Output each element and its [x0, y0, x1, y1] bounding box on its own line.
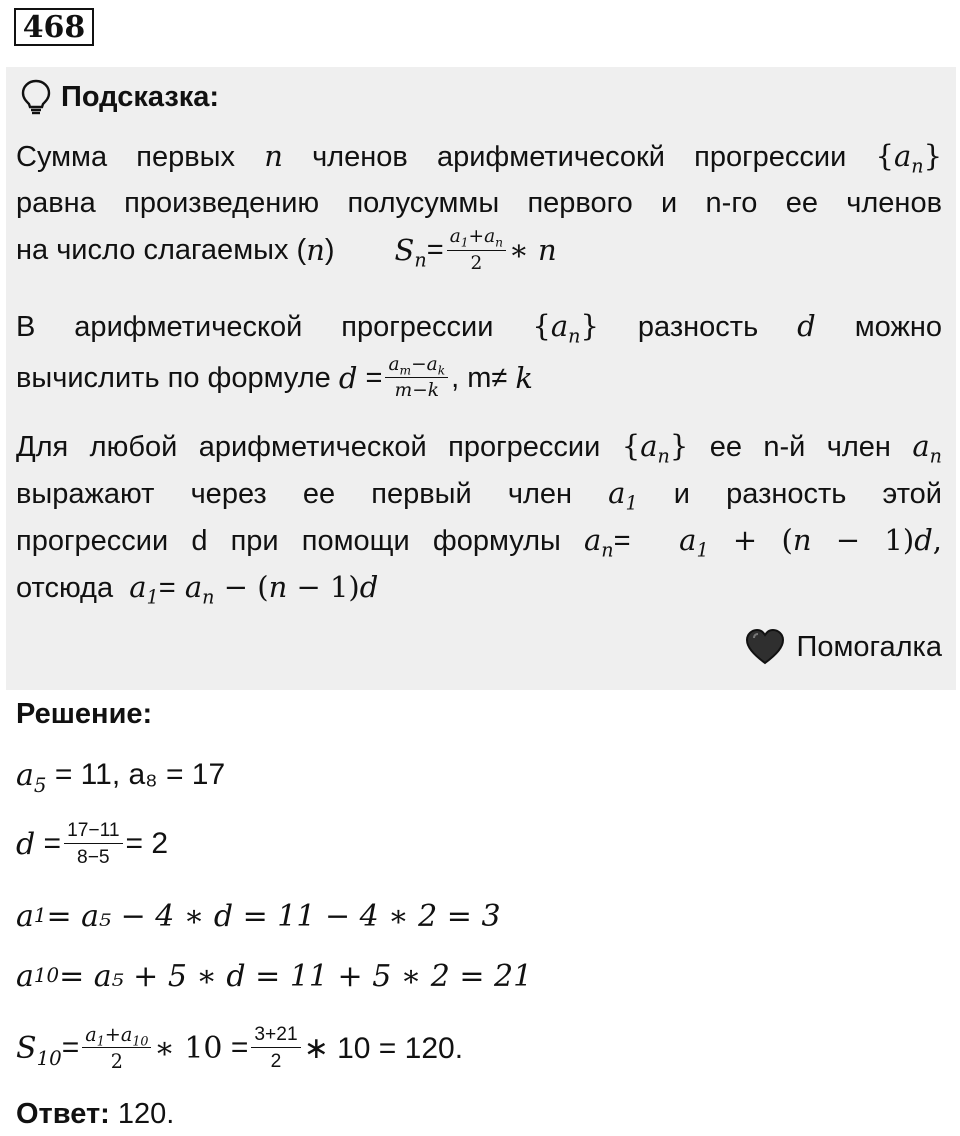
math-n: n	[306, 233, 325, 267]
solution-text: = a₅ + 5 ∗ d = 11 + 5 ∗ 2 = 21	[59, 958, 533, 994]
hint-text: членов арифметичесокй прогрессии	[312, 141, 847, 173]
solution-line-difference: d = $\frac{17-11}{8-5}$ = 2	[16, 819, 169, 868]
hint-box	[6, 67, 956, 690]
hint-text: Для любой арифметической прогрессии	[16, 431, 601, 463]
fraction: $\frac{17-11}{8-5}$	[64, 820, 122, 868]
hint-line	[16, 423, 942, 470]
formula-sum: $S_n$	[394, 233, 427, 272]
hint-text: можно	[854, 311, 942, 343]
math-times-10: ∗ 10	[154, 1030, 223, 1066]
helper-label: Помогалка	[796, 630, 942, 663]
solution-line-first-term: a 1 = a₅ − 4 ∗ d = 11 − 4 ∗ 2 = 3	[16, 898, 501, 934]
helper-sign	[745, 629, 942, 665]
math-d: d	[797, 309, 816, 343]
hint-text: выражают через ее первый член	[16, 478, 573, 510]
math-an-set: $\{a_n\}$	[532, 309, 599, 348]
answer-label: Ответ:	[16, 1098, 110, 1130]
solution-title: Решение:	[16, 698, 153, 730]
hint-text: , m≠	[451, 361, 508, 394]
solution-text: = a₅ − 4 ∗ d = 11 − 4 ∗ 2 = 3	[46, 898, 501, 934]
hint-line: равна произведению полусуммы первого и n-го ее членов	[16, 187, 942, 219]
hint-paragraph-sum	[16, 133, 942, 274]
hint-text: вычислить по формуле	[16, 361, 331, 394]
lightbulb-icon	[21, 79, 51, 115]
hint-text: и разность этой	[673, 478, 942, 510]
solution-line-given	[16, 745, 225, 805]
hint-line	[16, 133, 942, 180]
hint-line	[16, 470, 942, 517]
heart-icon	[745, 629, 785, 665]
hint-line	[16, 564, 942, 611]
fraction: $\frac{3+21}{2}$	[251, 1024, 300, 1072]
hint-title-text: Подсказка:	[61, 80, 220, 113]
hint-text: отсюда	[16, 572, 114, 604]
math-n: n	[264, 139, 283, 173]
math-equals: =	[426, 234, 444, 266]
hint-text: В арифметической прогрессии	[16, 311, 494, 343]
math-k: k	[515, 360, 533, 395]
hint-text: Сумма первых	[16, 141, 236, 173]
math-an: $a_n$	[912, 429, 942, 468]
answer-value: 120.	[117, 1098, 175, 1130]
solution-line-tenth-term: a 10 = a₅ + 5 ∗ d = 11 + 5 ∗ 2 = 21	[16, 958, 533, 994]
math-s10: $S_{10}$	[16, 1030, 62, 1070]
math-an-set: $\{a_n\}$	[875, 139, 943, 178]
hint-text: ее n-й член	[709, 431, 891, 463]
hint-text: прогрессии d при помощи формулы	[16, 525, 561, 557]
hint-title	[21, 79, 219, 115]
hint-line	[16, 303, 942, 350]
solution-text: ∗ 10 = 120.	[303, 1031, 464, 1065]
fraction: $\frac{a_m-a_k}{m-k}$	[385, 355, 448, 402]
answer	[16, 1094, 174, 1134]
hint-paragraph-nth-term	[16, 423, 942, 611]
formula-nth-term: $a_n= a_1 + (n - 1)d$,	[584, 523, 942, 562]
math-d: d	[338, 360, 358, 395]
formula-first-term: $a_1= a_n - (n - 1)d$	[129, 570, 379, 609]
hint-text: разность	[637, 311, 759, 343]
math-a5: $a_5$	[16, 757, 47, 797]
solution-text: = 11, a₈ = 17	[54, 758, 226, 791]
solution-text: = 2	[125, 827, 169, 860]
math-d: d	[16, 826, 36, 862]
hint-line: вычислить по формуле d = $\frac{a_m-a_k}{m-k}$ , m≠ k	[16, 353, 533, 401]
fraction: $\frac{a_1+a_{10}}{2}$	[82, 1024, 151, 1072]
solution-line-sum: $S_{10}$ = $\frac{a_1+a_{10}}{2}$ ∗ 10 = $\frac{3+21}{2}$ ∗ 10 = 120.	[16, 1022, 464, 1073]
math-an-set: $\{a_n\}$	[621, 429, 689, 468]
task-number: 468	[14, 8, 94, 46]
math-a1: $a_1$	[608, 476, 638, 515]
hint-line	[16, 227, 942, 274]
hint-line	[16, 517, 942, 564]
math-times-n: ∗ n	[509, 233, 557, 267]
hint-text: )	[324, 234, 335, 266]
hint-paragraph-difference	[16, 303, 942, 406]
hint-text: на число слагаемых (	[16, 234, 307, 266]
fraction: $\frac{a_1+a_n}{2}$	[447, 227, 506, 274]
